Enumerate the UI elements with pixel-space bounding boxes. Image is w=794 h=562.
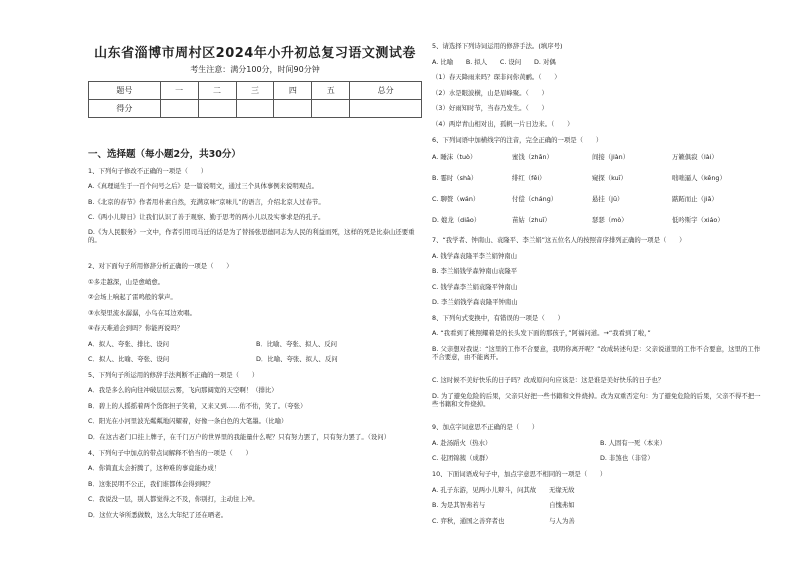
question-line: 1、下列句子修改不正确的一项是（ ）: [88, 167, 208, 175]
option-line: B. 李兰娟钱学森钟南山袁隆平: [432, 267, 518, 275]
question-line: 8、下列句式变换中，有错误的一项是（ ）: [432, 314, 564, 322]
option-line: D. 为了避免危险的后果，父亲只好把一些书籍和文件烧掉。改为双重否定句：为了避免危险的后果，父亲不得不把一些书籍和文件烧掉。: [432, 392, 761, 408]
item-line: （2）水是眼波横，山是眉峰聚。（ ）: [432, 89, 548, 97]
option-cell: 悬挂（jū）: [592, 195, 624, 203]
question-line: 4、下列句子中加点的带点词解释不恰当的一项是（ ）: [88, 449, 252, 457]
option-cell: 间接（jiàn）: [592, 153, 630, 161]
option-cell: B. 人固有一死（本来）: [600, 439, 666, 447]
option-cell: C. 花团锦簇（成群）: [432, 454, 492, 462]
option-line: C.《两小儿辩日》让我们认识了善于观察、勤于思考的两小儿以及实事求是的孔子。: [88, 213, 325, 221]
option-a: A．拟人、夸张、排比、设问: [88, 340, 170, 348]
option-cell: B. 霎时（shà）: [432, 174, 478, 182]
row-label: 得分: [89, 100, 161, 118]
option-line: B. 父亲想对我说：“这里的工作不合要意，我明你离开呢？”改成转述句是：父亲说道里的工作不合要意，这里的工作不合要意，由不能离开。: [432, 345, 761, 361]
option-line: B．碧上的人摇摇着两个货郎担子笑着，又来又到……佑不佑，笑了。（夸张）: [88, 402, 307, 410]
option-line: A．我是多么的向往冲破层层云雾，飞向那阔宽的天空啊！（排比）: [88, 386, 278, 394]
item-line: （1）春天降雨来吗？琛非问你黄鹂。（ ）: [432, 73, 561, 81]
option-line: A. 钱学森袁隆平李兰娟钟南山: [432, 252, 518, 260]
question-line: 9、加点字词意思不正确的是（ ）: [432, 423, 539, 431]
option-line: A. 比喻 B. 拟人 C. 设问 D. 对偶: [432, 58, 556, 66]
score-table-header-row: [89, 82, 422, 100]
section-heading: 一、选择题（每小题2分，共30分）: [88, 149, 241, 160]
option-line: B．这张民明不公正，我们谁都体会得到呢？: [88, 480, 214, 488]
score-table-score-row: [89, 100, 422, 118]
option-cell: D. 非煞也（非常）: [600, 454, 654, 462]
option-cell: 万籁俱寂（lài）: [672, 153, 718, 161]
header-cell: 四: [274, 82, 312, 100]
option-line: B. 为是其智弗若与 自愧弗如: [432, 501, 575, 509]
question-line: 2、对下面句子所用修辞分析正确的一项是（ ）: [88, 262, 233, 270]
option-line: A.《真理诞生于一百个问号之后》是一篇说明文，通过三个具体事例来说明观点。: [88, 182, 318, 190]
item-line: ④春天难道会到吗？你能再说吗？: [88, 324, 184, 332]
option-cell: D. 媲龙（diāo）: [432, 216, 481, 224]
option-cell: 付偿（cháng）: [512, 195, 558, 203]
option-cell: 低吟斯宇（xiáo）: [672, 216, 724, 224]
item-line: （4）两岸青山相对出，孤帆一片日边来。（ ）: [432, 120, 574, 128]
option-line: A. 孔子东游，见两小儿辩斗，问其故 无缘无故: [432, 486, 575, 494]
option-line: A. “我看到了桃照耀着是的长头发下面的那孩子，”阿福问道。→“我看到了啦，”: [432, 329, 651, 337]
score-table: [88, 81, 422, 118]
header-cell: 题号: [89, 82, 161, 100]
header-cell: 三: [236, 82, 274, 100]
option-cell: 苗姑（zhuī）: [512, 216, 551, 224]
score-cell: [312, 100, 350, 118]
option-cell: 绯红（fěi）: [512, 174, 546, 182]
option-cell: 窥探（kuī）: [592, 174, 627, 182]
option-b: B．比喻、夸张、拟人、反问: [256, 340, 338, 348]
question-line: 6、下列词语中加横线字的注音，完全正确的一项是（ ）: [432, 136, 603, 144]
page-title: 山东省淄博市周村区2024年小升初总复习语文测试卷: [94, 46, 416, 61]
option-cell: 咄咄逼人（kěng）: [672, 174, 726, 182]
option-cell: 蜜饯（zhǎn）: [512, 153, 553, 161]
header-cell: 二: [198, 82, 236, 100]
option-cell: C. 聊赘（wán）: [432, 195, 480, 203]
score-cell: [198, 100, 236, 118]
item-line: ①多走越深，山是愈峭愈。: [88, 278, 165, 286]
item-line: ③水渠里流水潺潺，小鸟在耳边欢唱。: [88, 309, 196, 317]
item-line: ②会场上响起了雷鸣般的掌声。: [88, 293, 177, 301]
header-cell: 五: [312, 82, 350, 100]
header-cell: 总分: [350, 82, 422, 100]
score-cell: [236, 100, 274, 118]
option-line: A．你简直太会折腾了，这种难的事竟能办成！: [88, 464, 221, 472]
question-line: 10、下面词语成句子中，加点字意思不相同的一项是（ ）: [432, 470, 607, 478]
question-line: 5、请选择下列诗词运用的修辞手法。(填序号): [432, 42, 563, 50]
option-c: C．拟人、比喻、夸张、设问: [88, 355, 170, 363]
option-line: C．阳光在小河里波光粼粼地闪耀着，好像一条白色的大笔墨。（比喻）: [88, 417, 288, 425]
option-cell: A. 睡沫（tuò）: [432, 153, 477, 161]
score-cell: [160, 100, 198, 118]
option-line: D．在这古老门口挂上牌子，在千门万户的世界里的我能量什么呢？只有努力罢了，只有努力罢了。（设问）: [88, 433, 391, 441]
option-line: C．我说没一层，别人都觉得之不及，你别打，主动往上冲。: [88, 495, 259, 503]
option-cell: A. 赴汤蹈火（热水）: [432, 439, 492, 447]
option-line: C. 钱学森李兰娟袁隆平钟南山: [432, 283, 518, 291]
option-line: D.《为人民服务》一文中，作者引用司马迁的话是为了替扬张思德同志为人民的利益而死，这样的死是比泰山还要重的。: [88, 228, 415, 244]
option-line: D．这位大爷所悉做数，这么大年纪了还在晒老。: [88, 511, 228, 519]
question-line: 7、“我学者、钟南山、袁隆平、李兰娟”这五位名人的按照音序排列正确的一项是（ ）: [432, 236, 686, 244]
header-cell: 一: [160, 82, 198, 100]
exam-notice: 考生注意：满分100分，时间90分钟: [190, 65, 320, 74]
option-line: C. 这时候不美好快乐的日子吗？改成原问句应该是：这是谁是美好快乐的日子也？: [432, 376, 665, 384]
option-d: D．比喻、夸张、拟人、反问: [256, 355, 338, 363]
question-line: 5、下列句子所运用的修辞手法判断不正确的一项是（ ）: [88, 371, 259, 379]
option-line: B.《北京的春节》作者用朴素自然，充满京味“京味儿”的语言，介绍北京人过春节。: [88, 198, 325, 206]
option-line: C. 弈秋，通国之善弈者也 与人为善: [432, 517, 575, 525]
score-cell: [274, 100, 312, 118]
option-line: D. 李兰娟钱学森袁隆平钟南山: [432, 298, 518, 306]
option-cell: 踮跖而止（jiǎ）: [672, 195, 718, 203]
score-cell: [350, 100, 422, 118]
item-line: （3）好雨知时节，当春乃发生。（ ）: [432, 104, 548, 112]
option-cell: 瑟瑟（mò）: [592, 216, 628, 224]
